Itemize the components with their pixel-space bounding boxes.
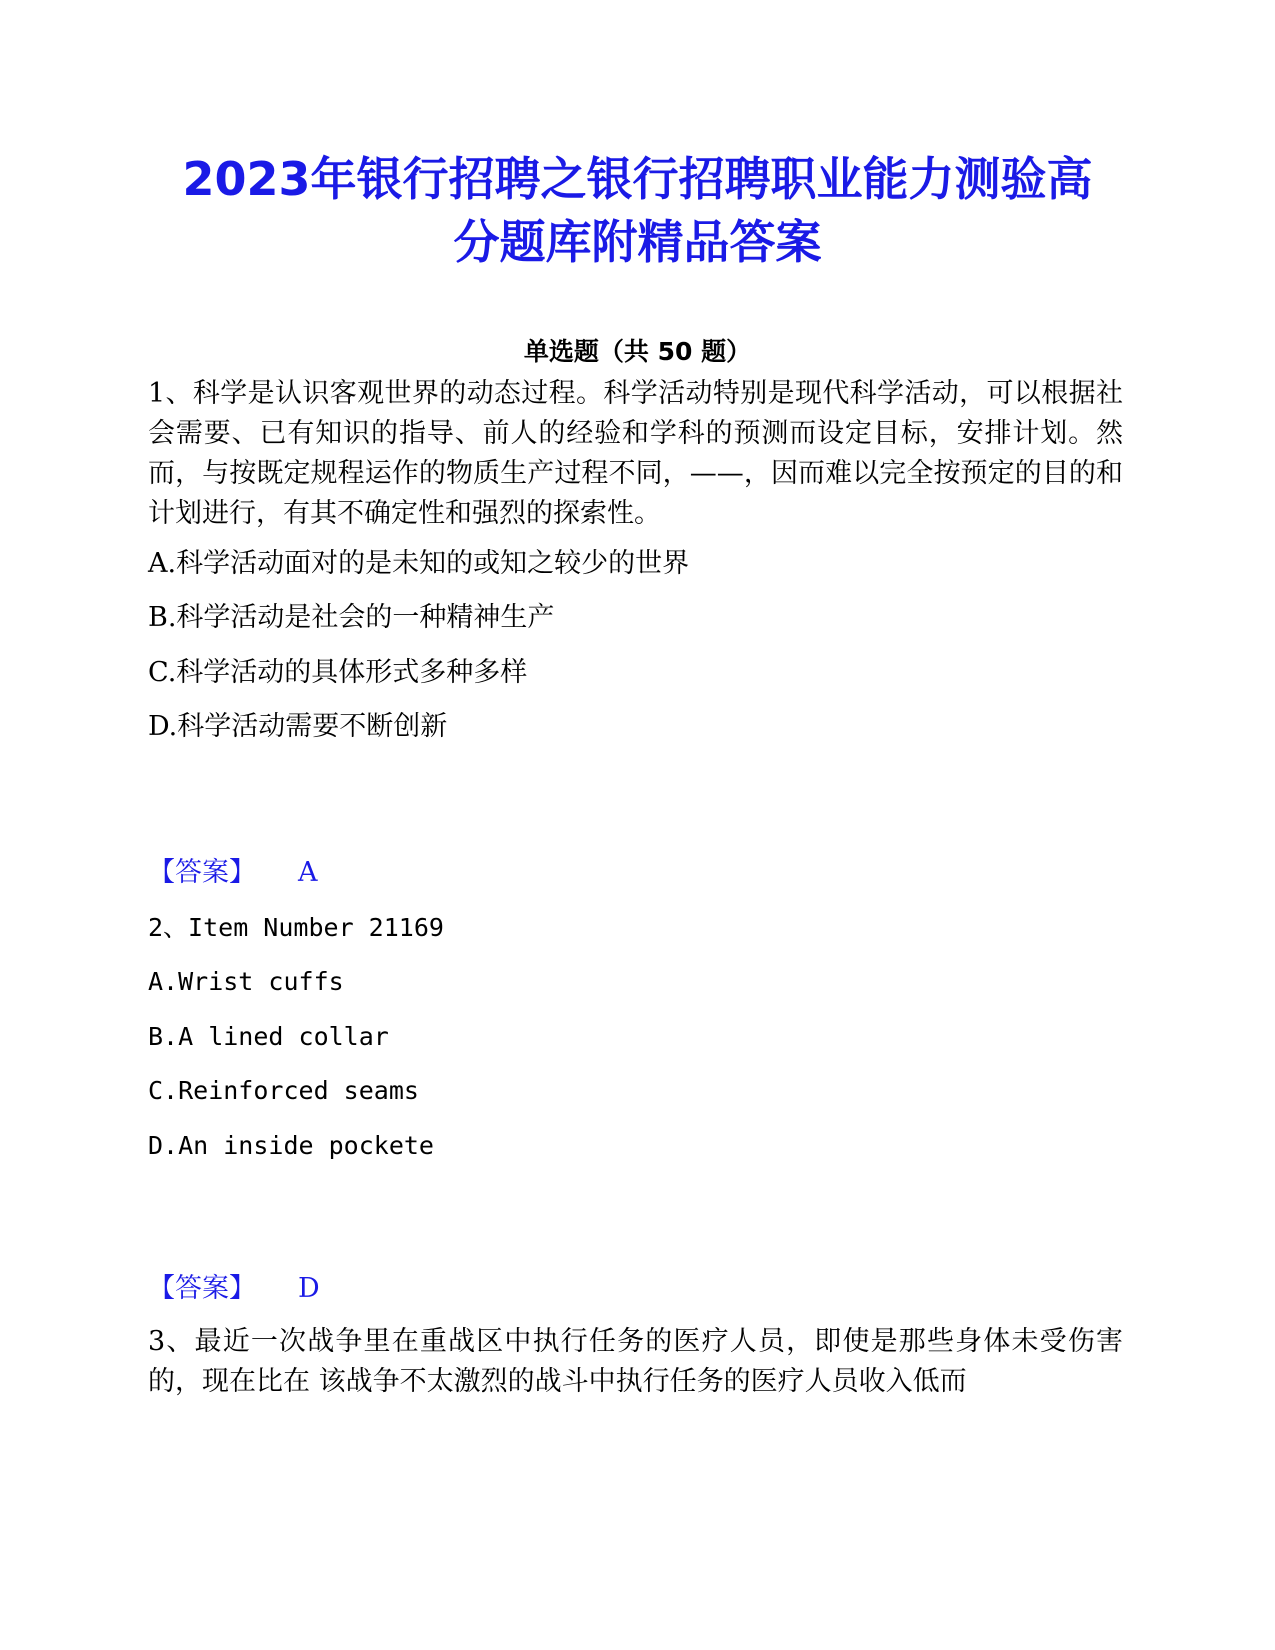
question-2-option-c: C.Reinforced seams <box>148 1076 419 1105</box>
question-2-option-b: B.A lined collar <box>148 1022 389 1051</box>
question-1-option-a: A.科学活动面对的是未知的或知之较少的世界 <box>148 548 690 579</box>
question-2-option-d: D.An inside pockete <box>148 1131 434 1160</box>
title-line-2: 分题库附精品答案 <box>453 215 822 269</box>
title-line-1: 2023年银行招聘之银行招聘职业能力测验高 <box>182 152 1093 206</box>
question-2-answer <box>148 1271 320 1307</box>
answer-label: 【答案】 <box>148 857 256 888</box>
answer-value: D <box>298 1273 320 1304</box>
answer-label: 【答案】 <box>148 1273 256 1304</box>
question-2-stem: 2、Item Number 21169 <box>148 913 444 942</box>
question-1-option-c: C.科学活动的具体形式多种多样 <box>148 657 528 688</box>
question-3-stem: 3、最近一次战争里在重战区中执行任务的医疗人员，即使是那些身体未受伤害的，现在比在 该战争不太激烈的战斗中执行任务的医疗人员收入低而 <box>148 1326 1123 1397</box>
question-2-option-a: A.Wrist cuffs <box>148 967 344 996</box>
question-1-answer <box>148 855 318 891</box>
document-title <box>120 148 1155 274</box>
section-heading: 单选题（共 50 题） <box>523 337 752 366</box>
answer-value: A <box>298 857 318 888</box>
question-1-option-b: B.科学活动是社会的一种精神生产 <box>148 602 555 633</box>
question-1-stem: 1、科学是认识客观世界的动态过程。科学活动特别是现代科学活动，可以根据社会需要、已有知识的指导、前人的经验和学科的预测而设定目标，安排计划。然而，与按既定规程运作的物质生产过程不同，——，因而难以完全按预定的目的和计划进行，有其不确定性和强烈的探索性。 <box>148 378 1123 529</box>
question-1-option-d: D.科学活动需要不断创新 <box>148 711 448 742</box>
